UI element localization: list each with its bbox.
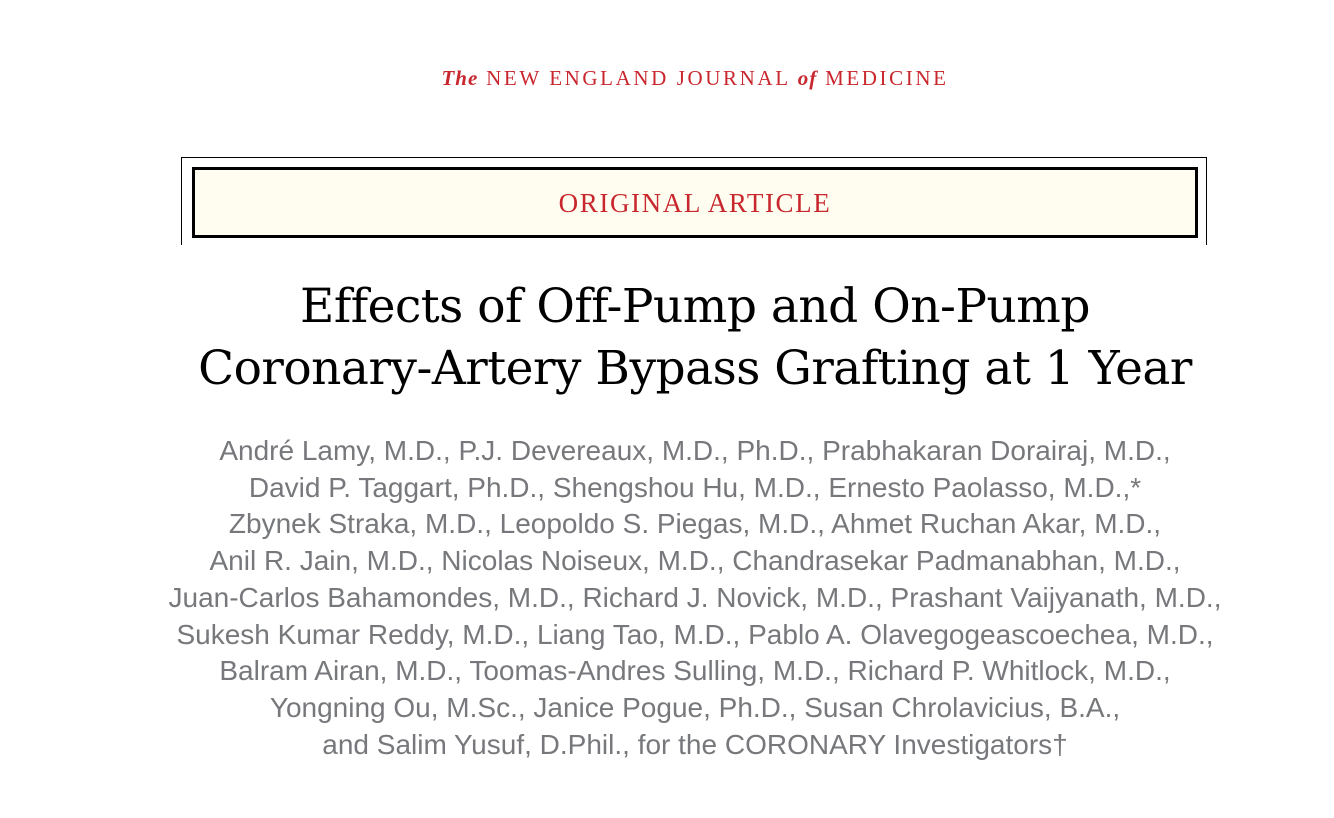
author-line: Juan-Carlos Bahamondes, M.D., Richard J. Novick, M.D., Prashant Vaijyanath, M.D., (168, 581, 1222, 613)
journal-header-of: of (797, 66, 818, 90)
author-line: Yongning Ou, M.Sc., Janice Pogue, Ph.D., Susan Chrolavicius, B.A., (269, 691, 1121, 723)
article-title-line: Effects of Off-Pump and On-Pump (300, 279, 1090, 334)
author-line: David P. Taggart, Ph.D., Shengshou Hu, M.D., Ernesto Paolasso, M.D.,* (248, 471, 1142, 503)
author-line: Zbynek Straka, M.D., Leopoldo S. Piegas, M.D., Ahmet Ruchan Akar, M.D., (228, 508, 1162, 540)
author-list (0, 433, 1334, 763)
author-line: André Lamy, M.D., P.J. Devereaux, M.D., Ph.D., Prabhakaran Dorairaj, M.D., (219, 435, 1171, 466)
author-line: Sukesh Kumar Reddy, M.D., Liang Tao, M.D., Pablo A. Olavegogeascoechea, M.D., (176, 618, 1214, 650)
article-type-label: ORIGINAL ARTICLE (558, 187, 832, 218)
author-line: Anil R. Jain, M.D., Nicolas Noiseux, M.D., Chandrasekar Padmanabhan, M.D., (209, 545, 1181, 577)
article-title-line: Coronary-Artery Bypass Grafting at 1 Year (198, 341, 1192, 396)
article-title (0, 276, 1334, 400)
article-type-banner (192, 167, 1198, 238)
author-line: Balram Airan, M.D., Toomas-Andres Sulling, M.D., Richard P. Whitlock, M.D., (219, 655, 1171, 687)
journal-header-medicine: MEDICINE (825, 66, 949, 90)
journal-header (0, 66, 1334, 91)
journal-header-the: The (441, 66, 479, 90)
author-line: and Salim Yusuf, D.Phil., for the CORONARY Investigators† (322, 728, 1068, 760)
journal-header-name: NEW ENGLAND JOURNAL (486, 66, 790, 90)
